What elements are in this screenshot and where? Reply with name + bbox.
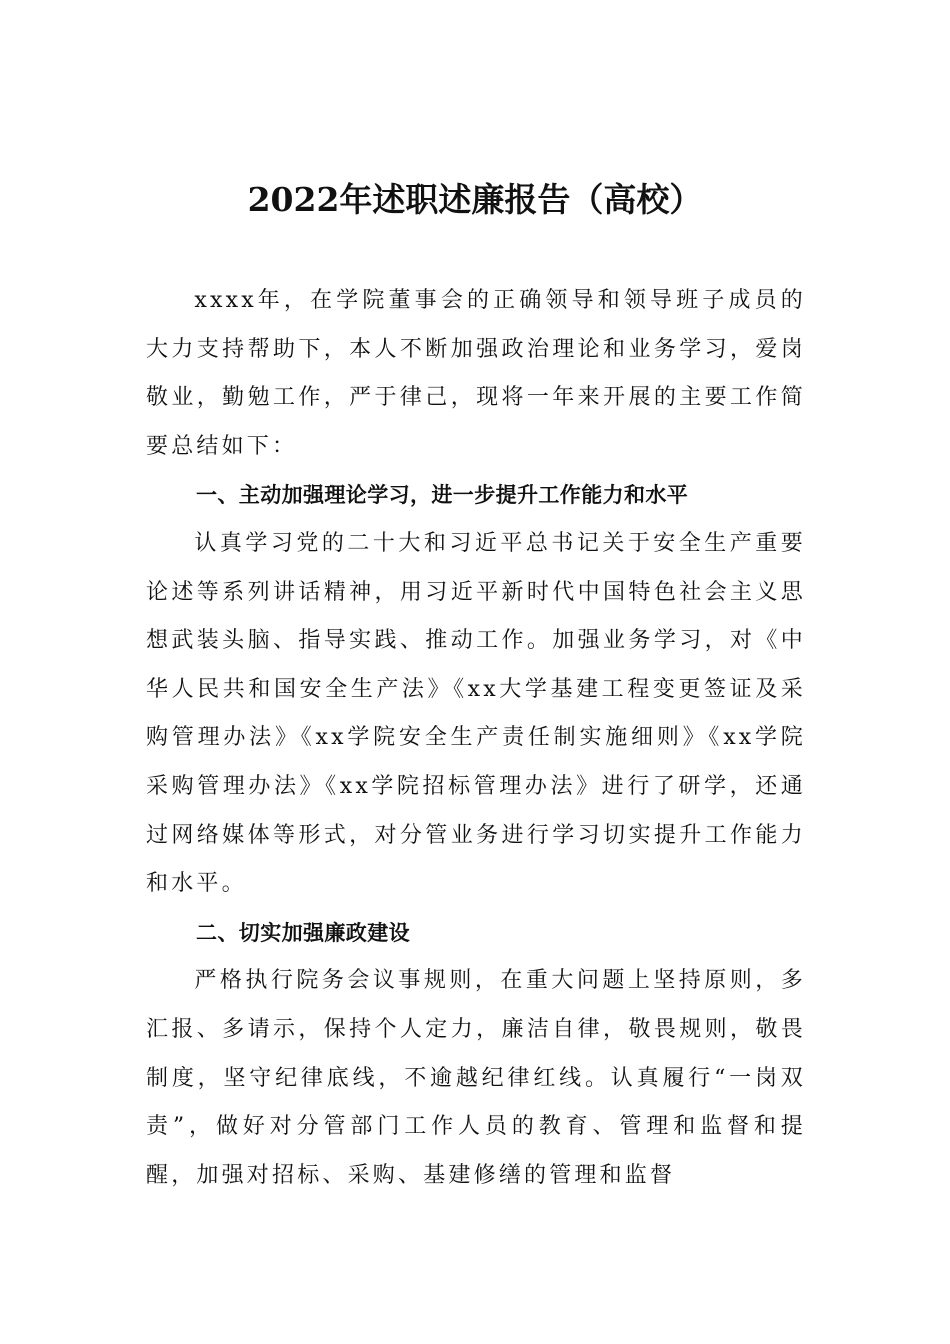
intro-paragraph: xxxx年，在学院董事会的正确领导和领导班子成员的大力支持帮助下，本人不断加强政治理论和业务学习，爱岗敬业，勤勉工作，严于律己，现将一年来开展的主要工作简要总结如下：	[146, 288, 806, 459]
document-body	[146, 277, 806, 1200]
section-2-heading: 二、切实加强廉政建设	[196, 920, 410, 945]
section-1-paragraph: 认真学习党的二十大和习近平总书记关于安全生产重要论述等系列讲话精神，用习近平新时代中国特色社会主义思想武装头脑、指导实践、推动工作。加强业务学习，对《中华人民共和国安全生产法》《xx大学基建工程变更签证及采购管理办法》《xx学院安全生产责任制实施细则》《xx学院采购管理办法》《xx学院招标管理办法》进行了研学，还通过网络媒体等形式，对分管业务进行学习切实提升工作能力和水平。	[146, 530, 806, 897]
document-title: 2022年述职述廉报告（高校）	[247, 180, 703, 219]
section-2-paragraph: 严格执行院务会议事规则，在重大问题上坚持原则，多汇报、多请示，保持个人定力，廉洁自律，敬畏规则，敬畏制度，坚守纪律底线，不逾越纪律红线。认真履行“一岗双责”，做好对分管部门工作人员的教育、管理和监督和提醒，加强对招标、采购、基建修缮的管理和监督	[146, 968, 806, 1188]
section-1-heading: 一、主动加强理论学习，进一步提升工作能力和水平	[196, 483, 689, 508]
